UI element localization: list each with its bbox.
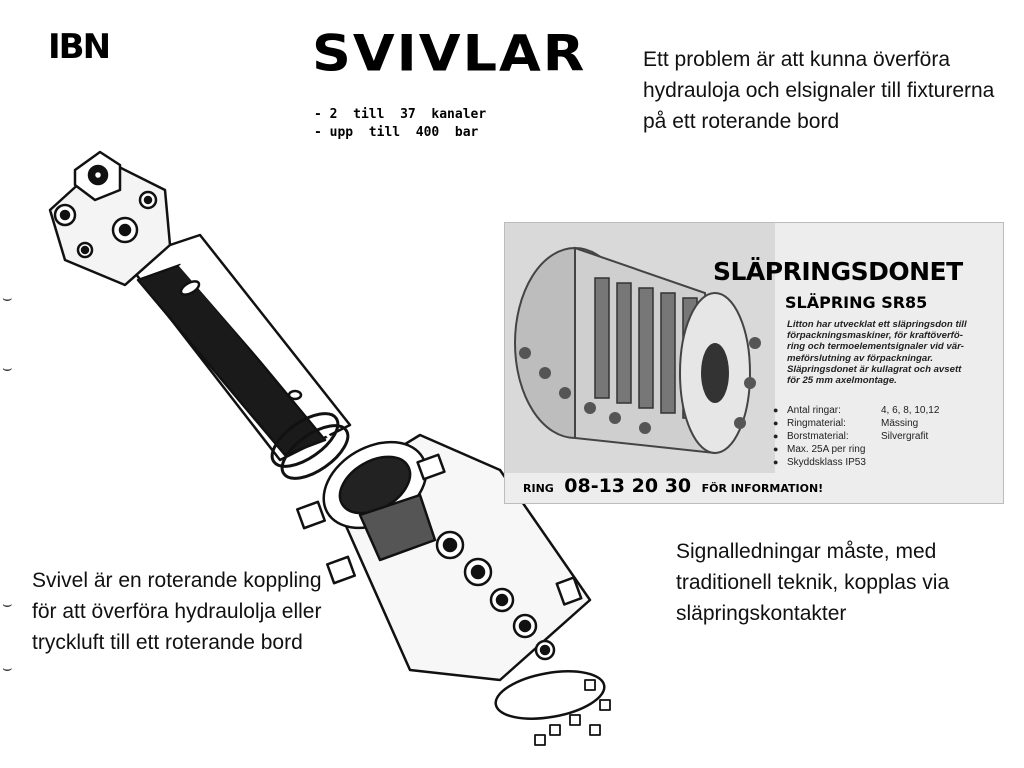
footer-suffix: FÖR INFORMATION! — [701, 482, 824, 495]
spec-item: ● Skyddsklass IP53 — [773, 456, 939, 469]
body-line: Släpringsdonet är kullagrat och avsett — [787, 363, 962, 375]
caption-problem: Ett problem är att kunna överföra hydrauloja och elsignaler till fixturerna på ett roterande bord — [643, 48, 995, 133]
body-line: förpackningsmaskiner, för kraftöverfö- — [787, 330, 963, 342]
margin-mark: ⌣ — [2, 290, 13, 307]
margin-mark: ⌣ — [2, 360, 13, 377]
clipping-headline: SLÄPRINGSDONET — [713, 257, 963, 286]
clipping-spec-list — [773, 404, 939, 469]
clipping-body — [787, 319, 1001, 386]
spec-list — [314, 106, 486, 142]
company-logo: IBN — [48, 27, 110, 67]
margin-mark: ⌣ — [2, 596, 13, 613]
margin-mark: ⌣ — [2, 660, 13, 677]
spec-line: - 2 till 37 kanaler — [314, 107, 487, 122]
spec-item: ● Antal ringar: 4, 6, 8, 10,12 — [773, 404, 939, 417]
clipping-footer — [523, 475, 823, 497]
phone-number: 08-13 20 30 — [564, 475, 692, 497]
page-title: SVIVLAR — [312, 24, 587, 83]
body-line: för 25 mm axelmontage. — [787, 375, 897, 387]
body-line: meförslutning av förpackningar. — [787, 352, 934, 364]
spec-item: ● Borstmaterial: Silvergrafit — [773, 430, 939, 443]
clipping-subheadline: SLÄPRING SR85 — [785, 293, 928, 312]
spec-item: ● Ringmaterial: Mässing — [773, 417, 939, 430]
spec-line: - upp till 400 bar — [314, 125, 479, 140]
body-line: Litton har utvecklat ett släpringsdon till — [787, 319, 967, 330]
caption-signal-lines: Signalledningar måste, med traditionell teknik, kopplas via släpringskontakter — [676, 540, 950, 625]
caption-swivel: Svivel är en roterande koppling för att överföra hydraulolja eller tryckluft till ett roterande bord — [32, 569, 322, 654]
spec-item: ● Max. 25A per ring — [773, 443, 939, 456]
footer-prefix: RING — [523, 482, 554, 495]
slipring-clipping — [504, 222, 1004, 504]
body-line: ring och termoelementsignaler vid vär- — [787, 341, 965, 353]
